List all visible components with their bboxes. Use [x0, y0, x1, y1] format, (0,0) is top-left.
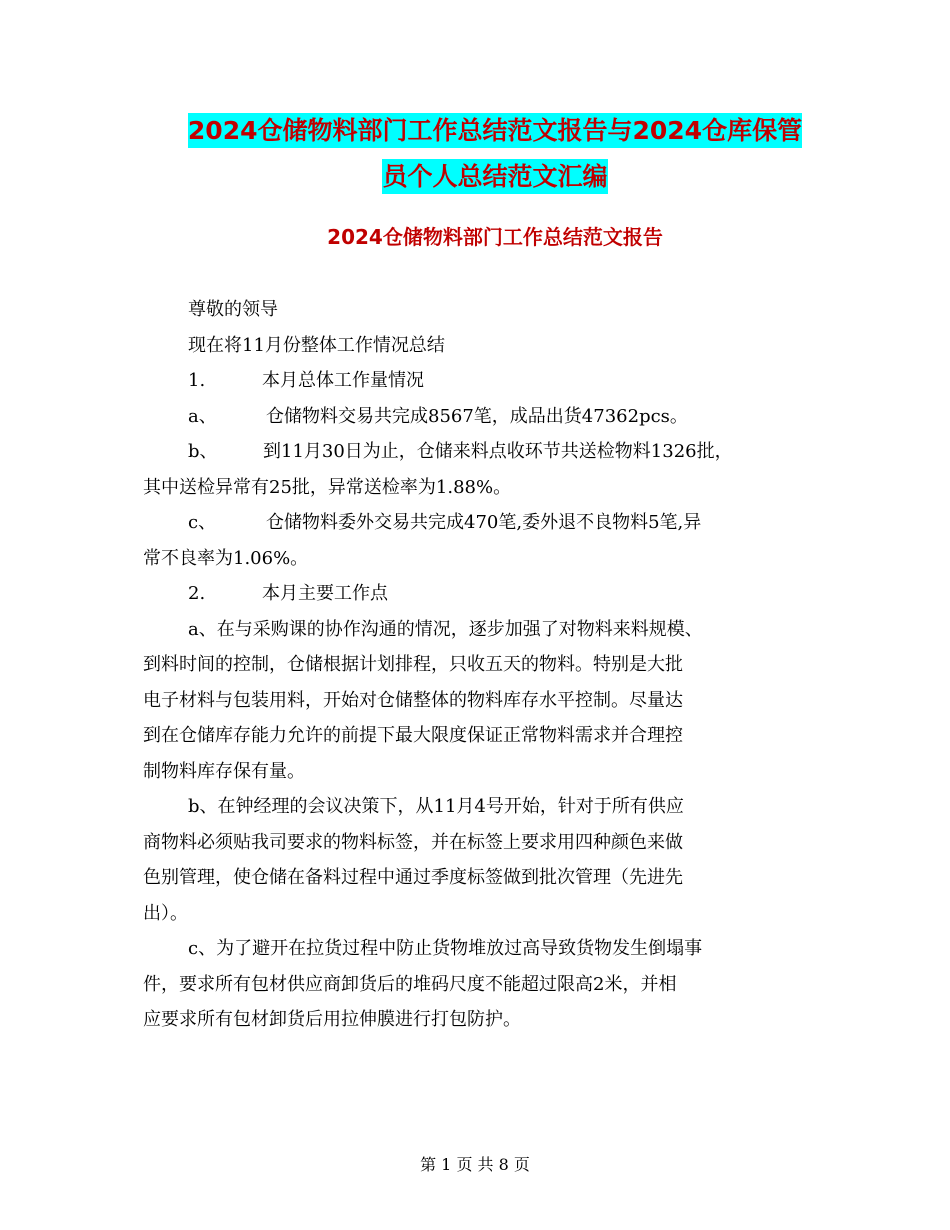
main-title — [140, 108, 850, 200]
item-1b-label: b、 — [188, 441, 218, 462]
item-1b-line-2: 其中送检异常有25批，异常送检率为1.88%。 — [143, 476, 512, 498]
intro-line: 现在将11月份整体工作情况总结 — [188, 334, 445, 356]
main-title-line-1: 2024仓储物料部门工作总结范文报告与2024仓库保管 — [188, 113, 802, 148]
item-1c-line-2: 常不良率为1.06%。 — [143, 547, 309, 569]
item-1c-text-1: 仓储物料委外交易共完成470笔,委外退不良物料5笔,异 — [266, 512, 702, 533]
item-1b-text-1: 到11月30日为止，仓储来料点收环节共送检物料1326批， — [263, 441, 733, 462]
salutation: 尊敬的领导 — [188, 299, 278, 320]
main-title-line-2: 员个人总结范文汇编 — [382, 159, 607, 194]
item-2 — [143, 576, 813, 612]
para-c-line: c、为了避开在拉货过程中防止货物堆放过高导致货物发生倒塌事 — [188, 938, 703, 959]
document-body — [143, 292, 813, 1038]
item-1 — [143, 363, 813, 399]
item-1a-text: 仓储物料交易共完成8567笔，成品出货47362pcs。 — [266, 405, 688, 427]
para-b-line: b、在钟经理的会议决策下，从11月4号开始，针对于所有供应 — [188, 796, 684, 817]
para-c-line: 应要求所有包材卸货后用拉伸膜进行打包防护。 — [143, 1009, 521, 1030]
item-1-text: 本月总体工作量情况 — [262, 370, 424, 391]
para-b-line: 商物料必须贴我司要求的物料标签，并在标签上要求用四种颜色来做 — [143, 831, 683, 853]
para-a-line: a、在与采购课的协作沟通的情况，逐步加强了对物料来料规模、 — [188, 618, 703, 640]
para-a-line: 到料时间的控制，仓储根据计划排程，只收五天的物料。特别是大批 — [143, 654, 683, 675]
item-1c-line-1 — [143, 505, 813, 541]
para-a-line: 电子材料与包装用料，开始对仓储整体的物料库存水平控制。尽量达 — [143, 689, 683, 711]
para-b-line: 出）。 — [143, 902, 188, 924]
section-title: 2024仓储物料部门工作总结范文报告 — [327, 225, 663, 249]
para-b-line: 色别管理，使仓储在备料过程中通过季度标签做到批次管理（先进先 — [143, 867, 683, 888]
para-a-line: 制物料库存保有量。 — [143, 760, 305, 782]
item-2-text: 本月主要工作点 — [262, 583, 388, 604]
item-1-number: 1. — [188, 370, 206, 391]
item-1a-label: a、 — [188, 405, 217, 427]
item-2-number: 2. — [188, 583, 206, 604]
item-1a — [143, 399, 813, 435]
para-a-line: 到在仓储库存能力允许的前提下最大限度保证正常物料需求并合理控 — [143, 725, 683, 746]
page-footer: 第 1 页 共 8 页 — [420, 1155, 530, 1174]
item-1b-line-1 — [143, 434, 813, 470]
para-c-line: 件，要求所有包材供应商卸货后的堆码尺度不能超过限高2米，并相 — [143, 973, 677, 995]
item-1c-label: c、 — [188, 512, 217, 533]
